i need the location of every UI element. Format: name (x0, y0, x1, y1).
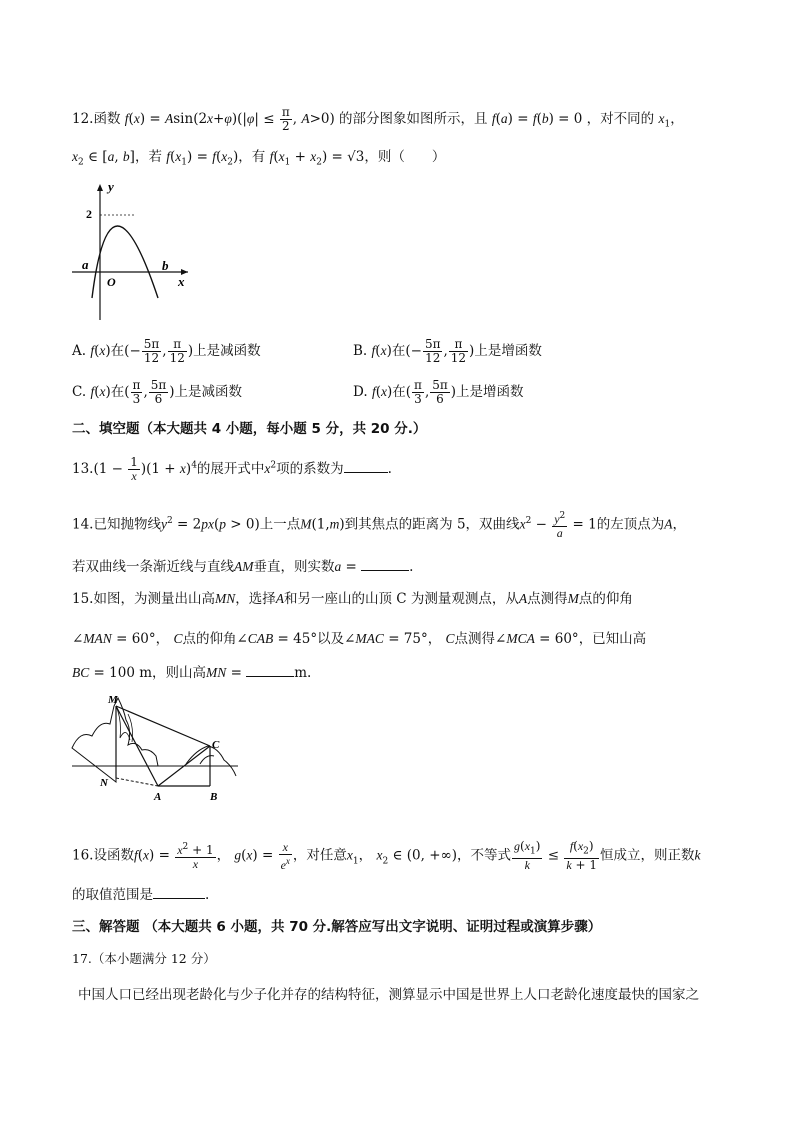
option-b: B. f(x)在(− $\frac{5\pi}{12}$ , $\frac{\pi}{12}$ )上是增函数 (353, 337, 542, 365)
question-14-line-2: 若双曲线一条渐近线与直线AM垂直，则实数a = . (72, 559, 414, 575)
question-12-line-1: 12.函数 f(x) = Asin(2x+φ)(|φ| ≤ $\frac{\pi}{2}$ , A>0) 的部分图象如图所示，且 f(a) = f(b) = 0 ，对不同的 $x_1$， (72, 105, 684, 133)
label-m: M (108, 694, 118, 706)
y-axis-arrow (97, 184, 103, 191)
question-15-line-1: 15.如图，为测量出山高MN，选择A和另一座山的山顶 C 为测量观测点，从A点测得M点的仰角 (72, 591, 633, 607)
segment-ma (116, 706, 158, 786)
label-n: N (100, 777, 108, 789)
question-13: 13.(1 − $\frac{1}{x}$ )$(1 + x)^4$的展开式中$x^2$项的系数为 . (72, 455, 392, 483)
section-2-heading: 二、填空题（本大题共 4 小题，每小题 5 分，共 20 分.） (72, 421, 427, 437)
question-15-line-2: ∠MAN = 60°， C点的仰角∠CAB = 45°以及∠MAC = 75°， C点测得∠MCA = 60°，已知山高 (72, 631, 647, 647)
sine-curve (92, 226, 158, 298)
point-b-label: b (162, 258, 169, 273)
left-mountain-outline (72, 698, 158, 782)
option-d: D. f(x)在( $\frac{\pi}{3}$ , $\frac{5\pi}{6}$ )上是增函数 (353, 378, 524, 406)
option-a: A. f(x)在(− $\frac{5\pi}{12}$ , $\frac{\pi}{12}$ )上是减函数 (72, 337, 261, 365)
question-17-header: 17.（本小题满分 12 分） (72, 951, 216, 966)
mountain-figure (70, 690, 240, 810)
point-a-label: a (82, 257, 89, 272)
y-axis-label: y (108, 180, 114, 194)
y-max-label: 2 (86, 207, 92, 221)
segment-na (116, 778, 158, 786)
x-axis-label: x (178, 274, 185, 289)
label-b: B (210, 791, 218, 803)
origin-label: O (107, 275, 116, 289)
option-c: C. f(x)在( $\frac{\pi}{3}$ , $\frac{5\pi}{6}$ )上是减函数 (72, 378, 243, 406)
question-15-line-3: BC = 100 m，则山高MN = m. (72, 665, 312, 681)
question-16-line-1: 16.设函数f(x) = $\frac{x^2 + 1}{x}$ ， g(x) = $\frac{x}{e^x}$ ，对任意$x_1$， $x_2$ ∈ (0, +∞)，不等式 $\frac{g(x_1)}{k}$ ≤ $\frac{f(x_2)}{k + 1}$ 恒成立，则正数k (72, 839, 701, 873)
label-a: A (154, 791, 162, 803)
question-17-body: 中国人口已经出现老龄化与少子化并存的结构特征，测算显示中国是世界上人口老龄化速度最快的国家之 (78, 987, 699, 1003)
question-16-line-2: 的取值范围是 . (72, 887, 210, 903)
question-14-line-1: 14.已知抛物线$y^2 = 2px(p > 0)$上一点M(1,m)到其焦点的距离为 5，双曲线$x^2$ − $\frac{y^2}{a}$ = 1的左顶点为A， (72, 511, 686, 540)
sine-graph-figure (70, 180, 200, 325)
segment-mc (116, 706, 210, 746)
right-mountain-outline (186, 746, 236, 776)
section-3-heading: 三、解答题 （本大题共 6 小题，共 70 分.解答应写出文字说明、证明过程或演算步骤） (72, 919, 602, 935)
label-c: C (212, 739, 220, 751)
question-12-line-2: $x_2$ ∈ [a, b]，若 $f(x_1) = f(x_2)$，有 $f(x_1 + x_2) = √3$，则（ ） (72, 149, 446, 168)
